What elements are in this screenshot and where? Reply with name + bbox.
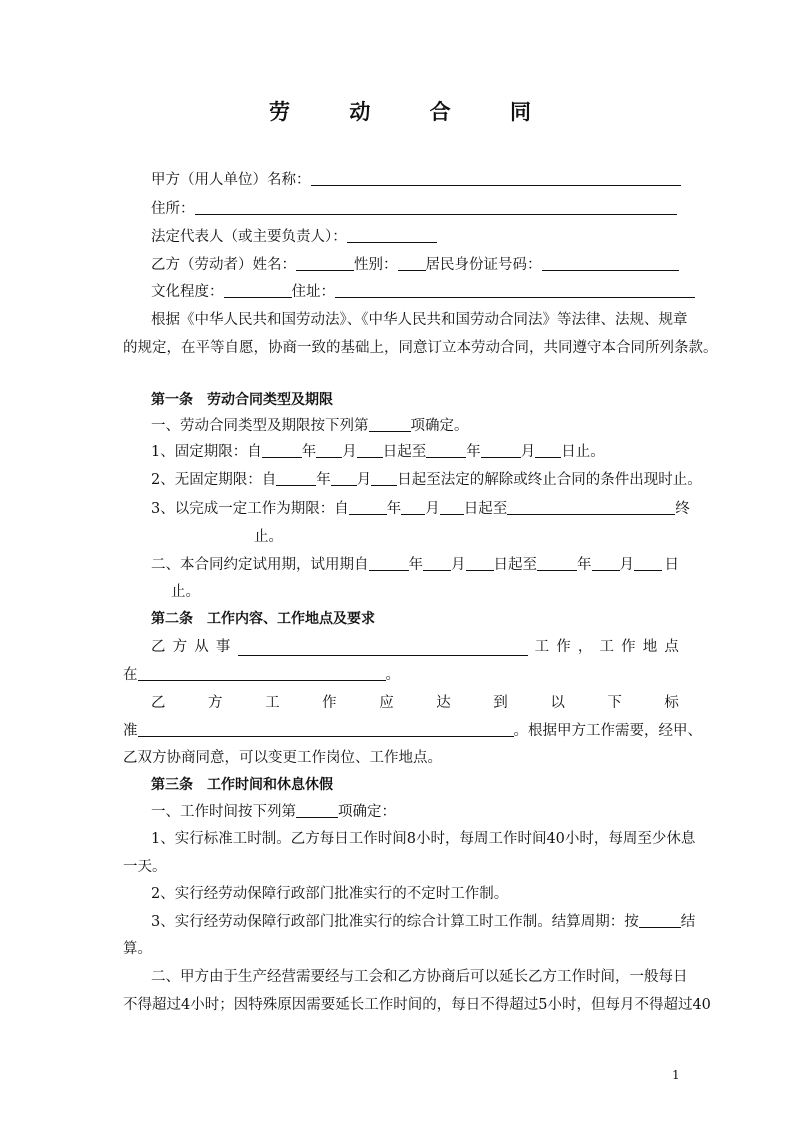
job-end-6: 点	[664, 639, 679, 655]
job-char-0: 乙	[151, 639, 166, 655]
task-term-label: 3、以完成一定工作为期限：自	[151, 501, 349, 517]
worktime-type-field[interactable]	[296, 801, 338, 818]
probation-end-year[interactable]	[537, 554, 577, 571]
fixed-end-day[interactable]	[535, 441, 561, 458]
fixed-end-year[interactable]	[426, 441, 466, 458]
probation-day-from: 日起至	[493, 557, 537, 573]
task-year-unit: 年	[386, 501, 402, 517]
comprehensive-hours-text: 3、实行经劳动保障行政部门批准实行的综合计算工时工作制。结算周期：按	[151, 914, 639, 930]
party-a-name-field[interactable]	[311, 169, 681, 186]
fixed-end-year-unit: 年	[466, 444, 481, 460]
task-start-month[interactable]	[401, 498, 425, 515]
probation-end-month-unit: 月	[619, 557, 634, 573]
party-b-id-field[interactable]	[542, 254, 679, 271]
task-day-from: 日起至	[463, 501, 508, 517]
fixed-day-end: 日止。	[561, 444, 605, 460]
comprehensive-hours-line-2: 算。	[123, 941, 152, 957]
std-char-0: 乙	[151, 695, 166, 711]
article-1-item-1	[151, 413, 679, 439]
std-char-2: 工	[265, 695, 280, 711]
task-term-row	[151, 496, 690, 522]
open-term-row	[151, 467, 702, 493]
probation-end-year-unit: 年	[577, 557, 592, 573]
fixed-day-from: 日起至	[382, 444, 427, 460]
standard-row	[151, 690, 679, 716]
job-end-2: ，	[577, 639, 593, 655]
std-char-7: 以	[550, 695, 565, 711]
party-a-address-row	[151, 196, 679, 222]
fixed-end-month[interactable]	[481, 441, 521, 458]
article-1-heading: 第一条 劳动合同类型及期限	[151, 392, 333, 408]
open-term-tail: 日起至法定的解除或终止合同的条件出现时止。	[397, 472, 702, 488]
article-3-item-1-text: 一、工作时间按下列第	[151, 804, 296, 820]
party-b-edu-label: 文化程度：	[151, 284, 224, 300]
open-year-unit: 年	[316, 472, 331, 488]
party-a-rep-label: 法定代表人（或主要负责人）：	[151, 229, 347, 245]
party-a-address-label: 住所：	[151, 201, 195, 217]
party-b-gender-label: 性别：	[354, 257, 398, 273]
probation-start-month[interactable]	[423, 554, 451, 571]
party-a-rep-field[interactable]	[347, 226, 437, 243]
party-b-address-field[interactable]	[335, 281, 695, 298]
open-start-year[interactable]	[276, 469, 316, 486]
std-char-9: 标	[664, 695, 679, 711]
std-char-6: 到	[493, 695, 508, 711]
job-end-4: 作	[621, 639, 636, 655]
job-end-3: 工	[599, 639, 614, 655]
std-prefix: 准	[123, 723, 138, 739]
fixed-start-year[interactable]	[262, 441, 302, 458]
article-1-item-1-text: 一、劳动合同类型及期限按下列第	[151, 418, 369, 434]
party-b-edu-row	[151, 279, 679, 305]
party-b-address-label: 住址：	[291, 284, 335, 300]
open-start-day[interactable]	[371, 469, 397, 486]
std-char-3: 作	[322, 695, 337, 711]
article-1-item-1-tail: 项确定。	[410, 418, 469, 434]
comprehensive-hours-row	[151, 909, 696, 935]
article-3-item-1	[151, 799, 679, 825]
article-2-heading: 第二条 工作内容、工作地点及要求	[151, 611, 375, 627]
job-char-1: 方	[172, 639, 188, 655]
overtime-line-1: 二、甲方由于生产经营需要经与工会和乙方协商后可以延长乙方工作时间，一般每日	[151, 969, 688, 985]
probation-end: 止。	[171, 584, 200, 600]
place-field[interactable]	[138, 664, 386, 681]
open-start-month[interactable]	[331, 469, 357, 486]
article-3-item-1-tail: 项确定：	[338, 804, 396, 820]
article-2-line-3: 乙双方协商同意，可以变更工作岗位、工作地点。	[123, 750, 442, 766]
place-prefix: 在	[123, 667, 138, 683]
preamble-line-2: 的规定，在平等自愿，协商一致的基础上，同意订立本劳动合同，共同遵守本合同所列条款。	[123, 340, 718, 356]
task-month-unit: 月	[425, 501, 440, 517]
probation-end-day[interactable]	[634, 554, 662, 571]
std-char-4: 应	[379, 695, 394, 711]
task-start-day[interactable]	[440, 498, 464, 515]
fixed-year-unit: 年	[301, 444, 317, 460]
settlement-period-field[interactable]	[639, 911, 681, 928]
standard-field[interactable]	[138, 720, 514, 737]
page-title: 劳 动 合 同	[269, 99, 557, 124]
party-b-name-row	[151, 252, 679, 278]
job-end-5: 地	[642, 639, 658, 655]
party-a-name-label: 甲方（用人单位）名称：	[151, 172, 311, 188]
probation-year-unit: 年	[408, 557, 423, 573]
task-end-char: 终	[675, 501, 690, 517]
job-end-1: 作	[556, 639, 571, 655]
preamble-line-1: 根据《中华人民共和国劳动法》、《中华人民共和国劳动合同法》等法律、法规、规章	[151, 312, 688, 328]
job-char-3: 事	[215, 639, 231, 655]
party-b-gender-field[interactable]	[398, 254, 426, 271]
party-b-name-field[interactable]	[296, 254, 354, 271]
probation-label: 二、本合同约定试用期，试用期自	[151, 557, 369, 573]
fixed-start-month[interactable]	[316, 441, 342, 458]
overtime-line-2: 不得超过4小时；因特殊原因需要延长工作时间的，每日不得超过5小时，但每月不得超过40	[123, 997, 711, 1013]
probation-start-year[interactable]	[369, 554, 409, 571]
task-start-year[interactable]	[349, 498, 387, 515]
party-b-name-label: 乙方（劳动者）姓名：	[151, 257, 296, 273]
task-end-field[interactable]	[507, 498, 675, 515]
fixed-end-month-unit: 月	[520, 444, 536, 460]
fixed-term-label: 1、固定期限：自	[151, 444, 262, 460]
probation-end-month[interactable]	[592, 554, 620, 571]
job-char-2: 从	[194, 639, 209, 655]
party-b-edu-field[interactable]	[224, 281, 292, 298]
party-a-address-field[interactable]	[195, 198, 677, 215]
party-b-id-label: 居民身份证号码：	[425, 257, 542, 273]
standard-hours-line-1: 1、实行标准工时制。乙方每日工作时间8小时，每周工作时间40小时，每周至少休息	[151, 831, 696, 847]
comprehensive-hours-end: 结	[680, 914, 696, 930]
party-a-name-row	[151, 167, 679, 193]
job-field[interactable]	[238, 639, 528, 656]
probation-row	[151, 552, 679, 578]
contract-type-field[interactable]	[369, 415, 411, 432]
job-row	[151, 634, 679, 660]
fixed-start-day[interactable]	[357, 441, 383, 458]
std-suffix: 。根据甲方工作需要，经甲、	[513, 723, 702, 739]
open-month-unit: 月	[356, 472, 372, 488]
page-number: 1	[672, 1068, 680, 1082]
task-term-end: 止。	[254, 529, 283, 545]
job-end-0: 工	[534, 639, 550, 655]
fixed-month-unit: 月	[342, 444, 357, 460]
article-3-heading: 第三条 工作时间和休息休假	[151, 777, 333, 793]
probation-start-day[interactable]	[466, 554, 494, 571]
fixed-term-row	[151, 439, 679, 465]
probation-month-unit: 月	[451, 557, 466, 573]
open-term-label: 2、无固定期限：自	[151, 472, 277, 488]
std-char-1: 方	[208, 695, 223, 711]
place-row	[123, 662, 679, 688]
place-suffix: 。	[385, 667, 400, 683]
probation-end-char: 日	[664, 557, 679, 573]
std-char-5: 达	[436, 695, 451, 711]
flexible-hours: 2、实行经劳动保障行政部门批准实行的不定时工作制。	[151, 886, 509, 902]
standard-field-row	[123, 718, 702, 744]
std-char-8: 下	[607, 695, 622, 711]
standard-hours-line-2: 一天。	[123, 859, 167, 875]
party-a-rep-row	[151, 224, 679, 250]
